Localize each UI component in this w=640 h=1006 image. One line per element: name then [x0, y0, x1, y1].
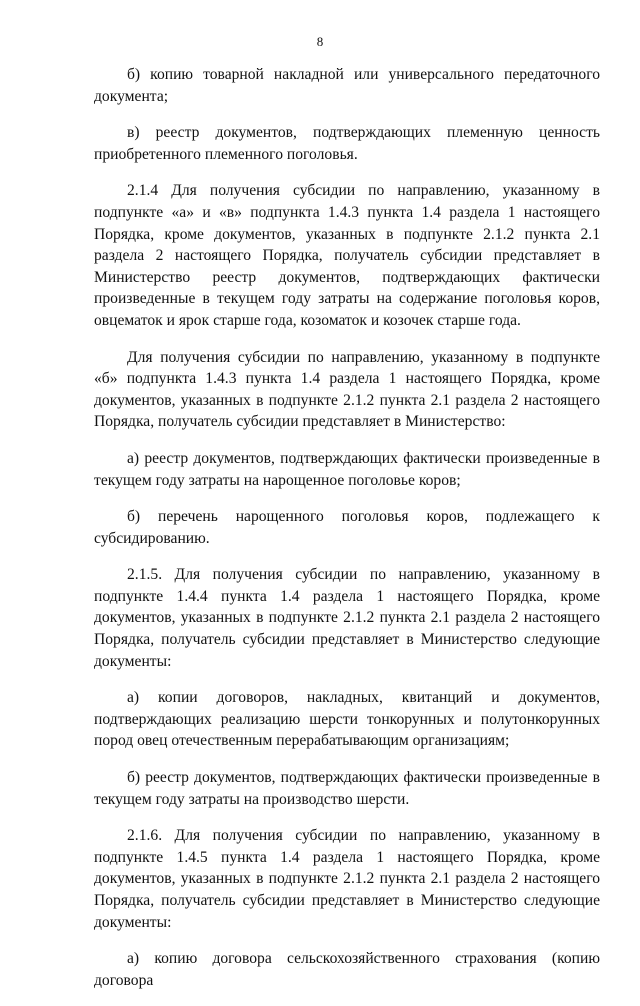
document-body [94, 64, 600, 1006]
paragraph-2-1-6: 2.1.6. Для получения субсидии по направлению, указанному в подпункте 1.4.5 пункта 1.4 раздела 1 настоящего Порядка, кроме документов, указанных в подпункте 2.1.2 пункта 2.1 раздела 2 настоящего Порядка, получатель субсидии представляет в Министерство следующие документы: [94, 827, 600, 931]
paragraph-v-breeding-registry: в) реестр документов, подтверждающих племенную ценность приобретенного племенного поголовья. [94, 124, 600, 163]
paragraph-a-insurance-contract: а) копию договора сельскохозяйственного страхования (копию договора [94, 950, 600, 989]
paragraph-a-cows-registry: а) реестр документов, подтверждающих фактически произведенные в текущем году затраты на нарощенное поголовье коров; [94, 449, 600, 489]
paragraph-b-cows-list: б) перечень нарощенного поголовья коров, подлежащего к субсидированию. [94, 508, 600, 547]
paragraph-a-wool-contracts: а) копии договоров, накладных, квитанций и документов, подтверждающих реализацию шерсти тонкорунных и полутонкорунных пород овец отечественным перерабатывающим организациям; [94, 689, 600, 750]
paragraph-2-1-4: 2.1.4 Для получения субсидии по направлению, указанному в подпункте «а» и «в» подпункта 1.4.3 пункта 1.4 раздела 1 настоящего Порядка, кроме документов, указанных в подпункте 2.1.2 пункта 2.1 раздела 2 настоящего Порядка, получатель субсидии представляет в Министерство реестр документов, подтверждающих фактически произведенные в текущем году затраты на содержание поголовья коров, овцематок и ярок старше года, козоматок и козочек старше года. [94, 182, 600, 329]
paragraph-b-waybill: б) копию товарной накладной или универсального передаточного документа; [94, 66, 600, 105]
page-number: 8 [316, 34, 324, 49]
paragraph-2-1-5: 2.1.5. Для получения субсидии по направлению, указанному в подпункте 1.4.4 пункта 1.4 раздела 1 настоящего Порядка, кроме документов, указанных в подпункте 2.1.2 пункта 2.1 раздела 2 настоящего Порядка, получатель субсидии представляет в Министерство следующие документы: [94, 566, 600, 670]
paragraph-b-wool-registry: б) реестр документов, подтверждающих фактически произведенные в текущем году затраты на производство шерсти. [94, 769, 600, 808]
paragraph-subsidy-direction-b: Для получения субсидии по направлению, указанному в подпункте «б» подпункта 1.4.3 пункта 1.4 раздела 1 настоящего Порядка, кроме документов, указанных в подпункте 2.1.2 пункта 2.1 раздела 2 настоящего Порядка, получатель субсидии представляет в Министерство: [94, 348, 600, 431]
